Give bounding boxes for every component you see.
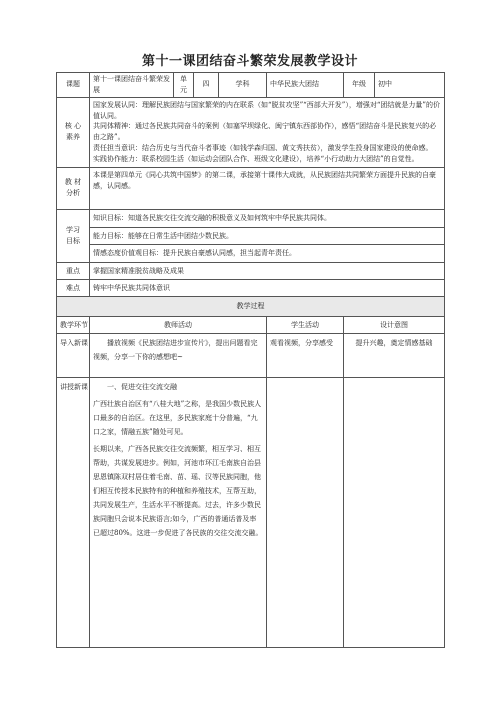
core-item: 共同体精神：通过各民族共同奋斗的案例（如塞罕坝绿化、闽宁镇东西部协作），感悟“团结奋斗是民族复兴的必由之路”。	[93, 122, 437, 142]
topic-value: 第十一课团结奋斗繁荣发展	[90, 73, 174, 98]
process-row-intro	[57, 334, 445, 378]
process-row-lesson	[57, 378, 445, 648]
analysis-row	[57, 167, 445, 209]
subject-value: 中华民族大团结	[267, 73, 344, 98]
difficulty-row	[57, 280, 445, 297]
subject-label: 学科	[219, 73, 267, 98]
student-activity	[267, 378, 344, 648]
grade-label: 年级	[344, 73, 375, 98]
core-literacy-content	[90, 97, 445, 167]
col-design: 设计意图	[344, 317, 445, 334]
core-literacy-label: 核 心 素养	[57, 97, 90, 167]
stage-cell: 讲授新课	[57, 378, 90, 648]
core-item: 实践协作能力：联系校园生活（如运动会团队合作、班级文化建设），培养“小行动助力大团结”的自觉性。	[93, 154, 419, 163]
stage-cell: 导入新课	[57, 334, 90, 378]
col-stage: 教学环节	[57, 317, 90, 334]
design-intent: 提升兴趣，奠定情感基础	[344, 334, 445, 378]
col-teacher: 教师活动	[90, 317, 267, 334]
key-point-label: 重点	[57, 263, 90, 280]
process-columns-row	[57, 317, 445, 334]
objective-item: 知识目标：知道各民族交往交流交融的积极意义及如何筑牢中华民族共同体。	[90, 210, 444, 228]
difficulty-label: 难点	[57, 280, 90, 297]
document-title: 第十一课团结奋斗繁荣发展教学设计	[141, 54, 358, 69]
header-row	[57, 73, 445, 98]
student-activity: 观看视频，分享感受	[267, 334, 344, 378]
difficulty-content: 铸牢中华民族共同体意识	[90, 280, 445, 297]
process-heading: 教学过程	[57, 297, 445, 317]
objective-item: 能力目标：能够在日常生活中团结少数民族。	[90, 228, 444, 246]
process-heading-row	[57, 297, 445, 317]
objectives-label: 学习 目标	[57, 209, 90, 263]
objectives-row	[57, 209, 445, 263]
topic-label: 课题	[57, 73, 90, 98]
grade-value: 初中	[375, 73, 445, 98]
core-literacy-row	[57, 97, 445, 167]
section-heading: 一、促进交往交流交融	[107, 383, 177, 392]
key-point-row	[57, 263, 445, 280]
teacher-activity	[90, 378, 267, 648]
col-student: 学生活动	[267, 317, 344, 334]
analysis-label: 教 材 分析	[57, 167, 90, 209]
objective-item: 情感态度价值观目标：提升民族自豪感认同感，担当起青年责任。	[93, 249, 296, 258]
teacher-activity: 播放视频《民族团结进步宣传片》，提出问题看完视频，分享一下你的感想吧~	[90, 334, 267, 378]
unit-value: 四	[194, 73, 219, 98]
unit-label: 单元	[174, 73, 194, 98]
design-intent	[344, 378, 445, 648]
key-point-content: 掌握国家精准脱贫战略及成果	[90, 263, 445, 280]
analysis-content: 本课是第四单元《同心共筑中国梦》的第二课，承接第十课伟大成就，从民族团结共同繁荣方面提升民族的自豪感，认同感。	[90, 167, 445, 209]
lesson-plan-table	[56, 72, 445, 648]
core-item: 责任担当意识：结合历史与当代奋斗者事迹（如钱学森归国、黄文秀扶贫），激发学生投身国家建设的使命感。	[93, 144, 433, 153]
objectives-content	[90, 209, 445, 263]
core-item: 国家发展认同：理解民族团结与国家繁荣的内在联系（如“脱贫攻坚”“西部大开发”），增强对“团结就是力量”的价值认同。	[93, 100, 440, 120]
lesson-paragraph: 长期以来，广西各民族交往交流频繁，相互学习、相互帮助，共谋发展进步。例如，河池市环江毛南族自治县思恩镇陈双村居住着毛南、苗、瑶、汉等民族同胞，他们相互传授本民族特有的种植和养殖技术，互帮互助，共同发展生产，生活水平不断提高。过去，许多少数民族同胞只会说本民族语言;如今，广西的普通话普及率已超过80%。这进一步促进了各民族的交往交流交融。	[93, 445, 263, 538]
lesson-paragraph: 广西壮族自治区有“八桂大地”之称，是我国少数民族人口最多的自治区。在这里，多民族家庭十分普遍，“九口之家，情融五族”随处可见。	[93, 400, 262, 437]
